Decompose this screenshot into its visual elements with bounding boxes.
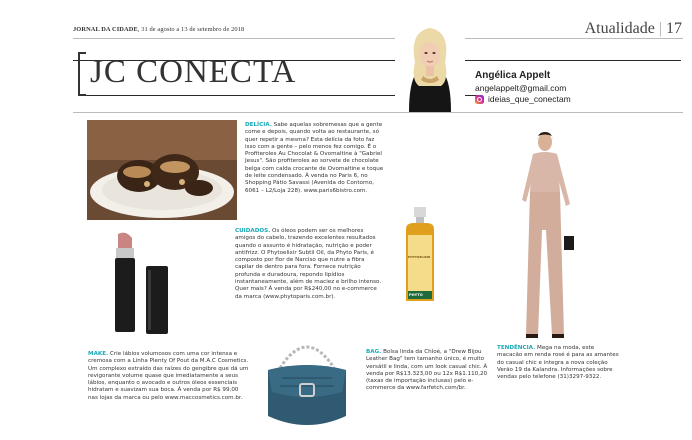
- make-paragraph: [88, 351, 250, 402]
- instagram-icon: [475, 95, 484, 104]
- section-header: [585, 20, 682, 38]
- top-rule: [73, 38, 683, 39]
- make-text: Crie lábios volumosos com uma cor intensa e cremosa com a Linha Plenty Of Pout da M.A.C Cosmetics. Um complexo extraído das raízes do gengibre que dá um revigorante volume quase que imediatamente a seus lábios, enquanto o avocado e outros óleos essenciais hidratam e suavizam sua boca. À venda por R$ 99,00 nas lojas da marca ou pelo www.maccosmetics.com.br.: [88, 351, 249, 401]
- bag-paragraph: [366, 349, 490, 393]
- delicia-paragraph: [245, 122, 385, 195]
- author-name: Angélica Appelt: [475, 70, 551, 81]
- newspaper-name: JORNAL DA CIDADE: [73, 26, 138, 33]
- section-separator: |: [658, 20, 662, 37]
- author-info: [475, 70, 571, 104]
- phyto-name-label: PHYTOELIXIR: [408, 255, 431, 259]
- fashion-model-photo: [500, 130, 590, 345]
- lipstick-photo: [112, 230, 172, 340]
- section-name: Atualidade: [584, 20, 655, 37]
- column-logo: JC CONECTA: [90, 54, 297, 90]
- logo-bracket: [78, 52, 86, 96]
- bag-category: BAG.: [366, 349, 382, 355]
- phyto-oil-photo: [400, 205, 440, 305]
- masthead: [73, 26, 244, 33]
- make-category: MAKE.: [88, 351, 109, 357]
- tendencia-paragraph: [497, 345, 621, 381]
- delicia-text: Sabe aquelas sobremesas que a gente come e depois, quando volta ao restaurante, só quer repetir a mesma? Esta delícia da foto faz isso com a gente – pelo menos fez comigo. É o Profiteroles Au Chocolat & Ovomaltine à "Gabriel Jesus". São profiteroles ao sorvete de chocolate belga com calda crocante de Ovomaltine e toque de leite condensado. À venda no Paris 6, no Shopping Pátio Savassi (Avenida do Contorno, 6061 – L2/Loja 228). www.paris6bistro.com.: [245, 122, 384, 194]
- tendencia-text: Mega na moda, este macacão em renda rosé é para as amantes do casual chic e integra a nova coleção Verão 19 da Kalandra. Informações sobre vendas pelo telefone (31)3297-9322.: [497, 345, 619, 381]
- delicia-category: DELÍCIA.: [245, 122, 272, 128]
- body-rule: [73, 112, 683, 113]
- cuidados-text: Os óleos podem ser os melhores amigos do cabelo, trazendo excelentes resultados quando o assunto é hidratação, nutrição e poder antifrizz. O Phytoelixir Subtil Oil, da Phyto Paris, é composto por flor de Narciso que nutre a fibra capilar de dentro para fora. Fornece nutrição profunda e duradoura, repondo lipídios instantaneamente, além de maciez e brilho intenso. Quer mais? À venda por R$240,00 no e-commerce da marca (www.phytoparis.com.br).: [235, 228, 382, 300]
- author-instagram: [475, 94, 571, 104]
- bag-photo: [262, 330, 352, 435]
- dessert-photo: [87, 120, 237, 220]
- bag-text: Bolsa linda da Chloé, a "Drew Bijou Leather Bag" tem tamanho único, é muito versátil e linda, com um look casual chic. À venda por R$13.323,00 ou 12x R$1.110,20 (taxas de importação inclusas) pelo e-commerce da www.farfetch.com/br.: [366, 349, 488, 392]
- cuidados-paragraph: [235, 228, 385, 301]
- tendencia-category: TENDÊNCIA.: [497, 345, 536, 351]
- page-number: 17: [666, 20, 682, 37]
- author-email: angelappelt@gmail.com: [475, 83, 567, 93]
- phyto-brand-label: PHYTO: [409, 293, 423, 297]
- edition-dates: , 31 de agosto a 13 de setembro de 2018: [137, 26, 245, 33]
- author-photo: [395, 22, 465, 112]
- instagram-handle: ideias_que_conectam: [488, 94, 571, 104]
- cuidados-category: CUIDADOS.: [235, 228, 271, 234]
